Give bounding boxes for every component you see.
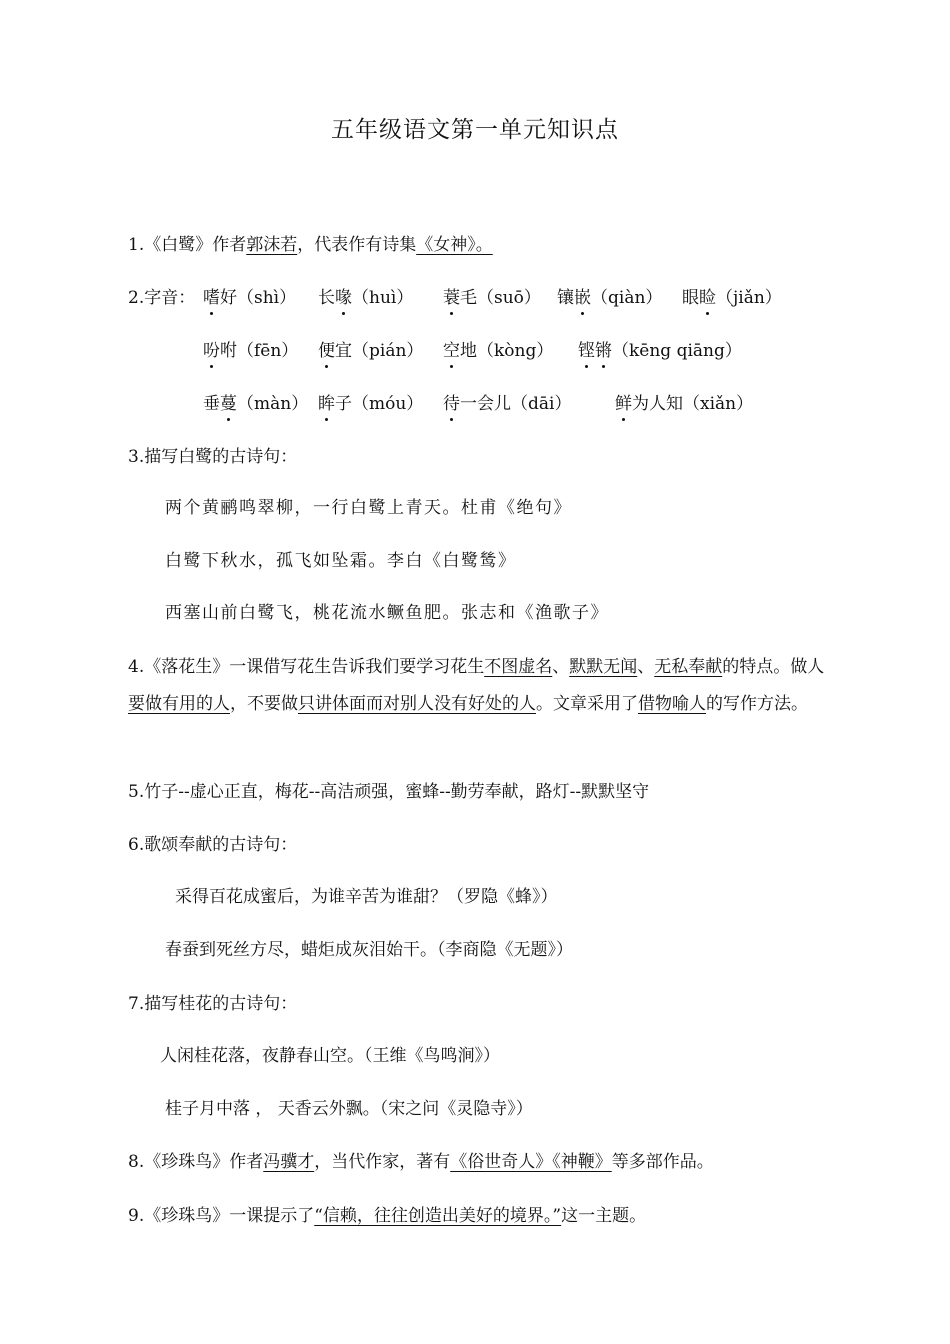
pinyin-entry: 吩咐（fēn） [203, 341, 299, 361]
item-4-paragraph: 4.《落花生》一课借写花生告诉我们要学习花生不图虚名、默默无闻、无私奉献的特点。做人要做有用的人，不要做只讲体面而对别人没有好处的人。文章采用了借物喻人的写作方法。 [128, 657, 825, 714]
poem-line: 春蚕到死丝方尽，蜡炬成灰泪始干。（李商隐《无题》） [165, 940, 573, 960]
pinyin-entry: 眼睑（jiǎn） [682, 288, 782, 308]
item-9-theme: “信赖，往往创造出美好的境界。” [314, 1206, 562, 1226]
item-1 [128, 235, 493, 256]
poem-line: 两个黄鹂鸣翠柳，一行白鹭上青天。杜甫《绝句》 [165, 498, 572, 518]
pinyin-entry: 蓑毛（suō） [443, 288, 541, 308]
poem-line: 西塞山前白鹭飞，桃花流水鳜鱼肥。张志和《渔歌子》 [165, 603, 609, 623]
pinyin-entry: 便宜（pián） [318, 341, 424, 361]
item-8: 8.《珍珠鸟》作者冯骥才，当代作家，著有《俗世奇人》《神鞭》等多部作品。 [128, 1152, 714, 1172]
pinyin-entry: 嗜好（shì） [203, 288, 297, 308]
item-1-work: 《女神》。 [416, 235, 493, 255]
pinyin-entry: 长喙（huì） [318, 288, 414, 308]
pinyin-entry: 垂蔓（màn） [203, 394, 309, 414]
item-5: 5.竹子--虚心正直，梅花--高洁顽强，蜜蜂--勤劳奉献，路灯--默默坚守 [128, 782, 650, 802]
item-9: 9.《珍珠鸟》一课提示了“信赖，往往创造出美好的境界。”这一主题。 [128, 1206, 647, 1226]
pinyin-entry: 铿锵（kēng qiāng） [578, 341, 742, 361]
item-8-works: 《俗世奇人》《神鞭》 [450, 1152, 612, 1172]
pinyin-entry: 镶嵌（qiàn） [557, 288, 663, 308]
item-3-label: 3.描写白鹭的古诗句： [128, 447, 298, 467]
item-6-label: 6.歌颂奉献的古诗句： [128, 835, 298, 855]
item-1-author: 郭沫若 [246, 235, 298, 255]
item-1-prefix: 1.《白鹭》作者 [128, 235, 247, 255]
item-7-label: 7.描写桂花的古诗句： [128, 994, 298, 1014]
pinyin-entry: 眸子（móu） [318, 394, 424, 414]
poem-line: 人闲桂花落，夜静春山空。（王维《鸟鸣涧》） [160, 1046, 500, 1066]
poem-line: 采得百花成蜜后，为谁辛苦为谁甜？（罗隐《蜂》） [175, 887, 558, 907]
page-title: 五年级语文第一单元知识点 [331, 117, 619, 143]
pinyin-entry: 空地（kòng） [443, 341, 554, 361]
item-1-mid: ，代表作有诗集 [297, 235, 417, 255]
item-2-label: 2.字音： [128, 288, 196, 308]
poem-line: 桂子月中落 ， 天香云外飘。（宋之问《灵隐寺》） [165, 1099, 533, 1119]
poem-line: 白鹭下秋水，孤飞如坠霜。李白《白鹭鸶》 [165, 551, 517, 571]
item-8-author: 冯骥才 [263, 1152, 315, 1172]
pinyin-entry: 待一会儿（dāi） [443, 394, 572, 414]
pinyin-entry: 鲜为人知（xiǎn） [615, 394, 754, 414]
